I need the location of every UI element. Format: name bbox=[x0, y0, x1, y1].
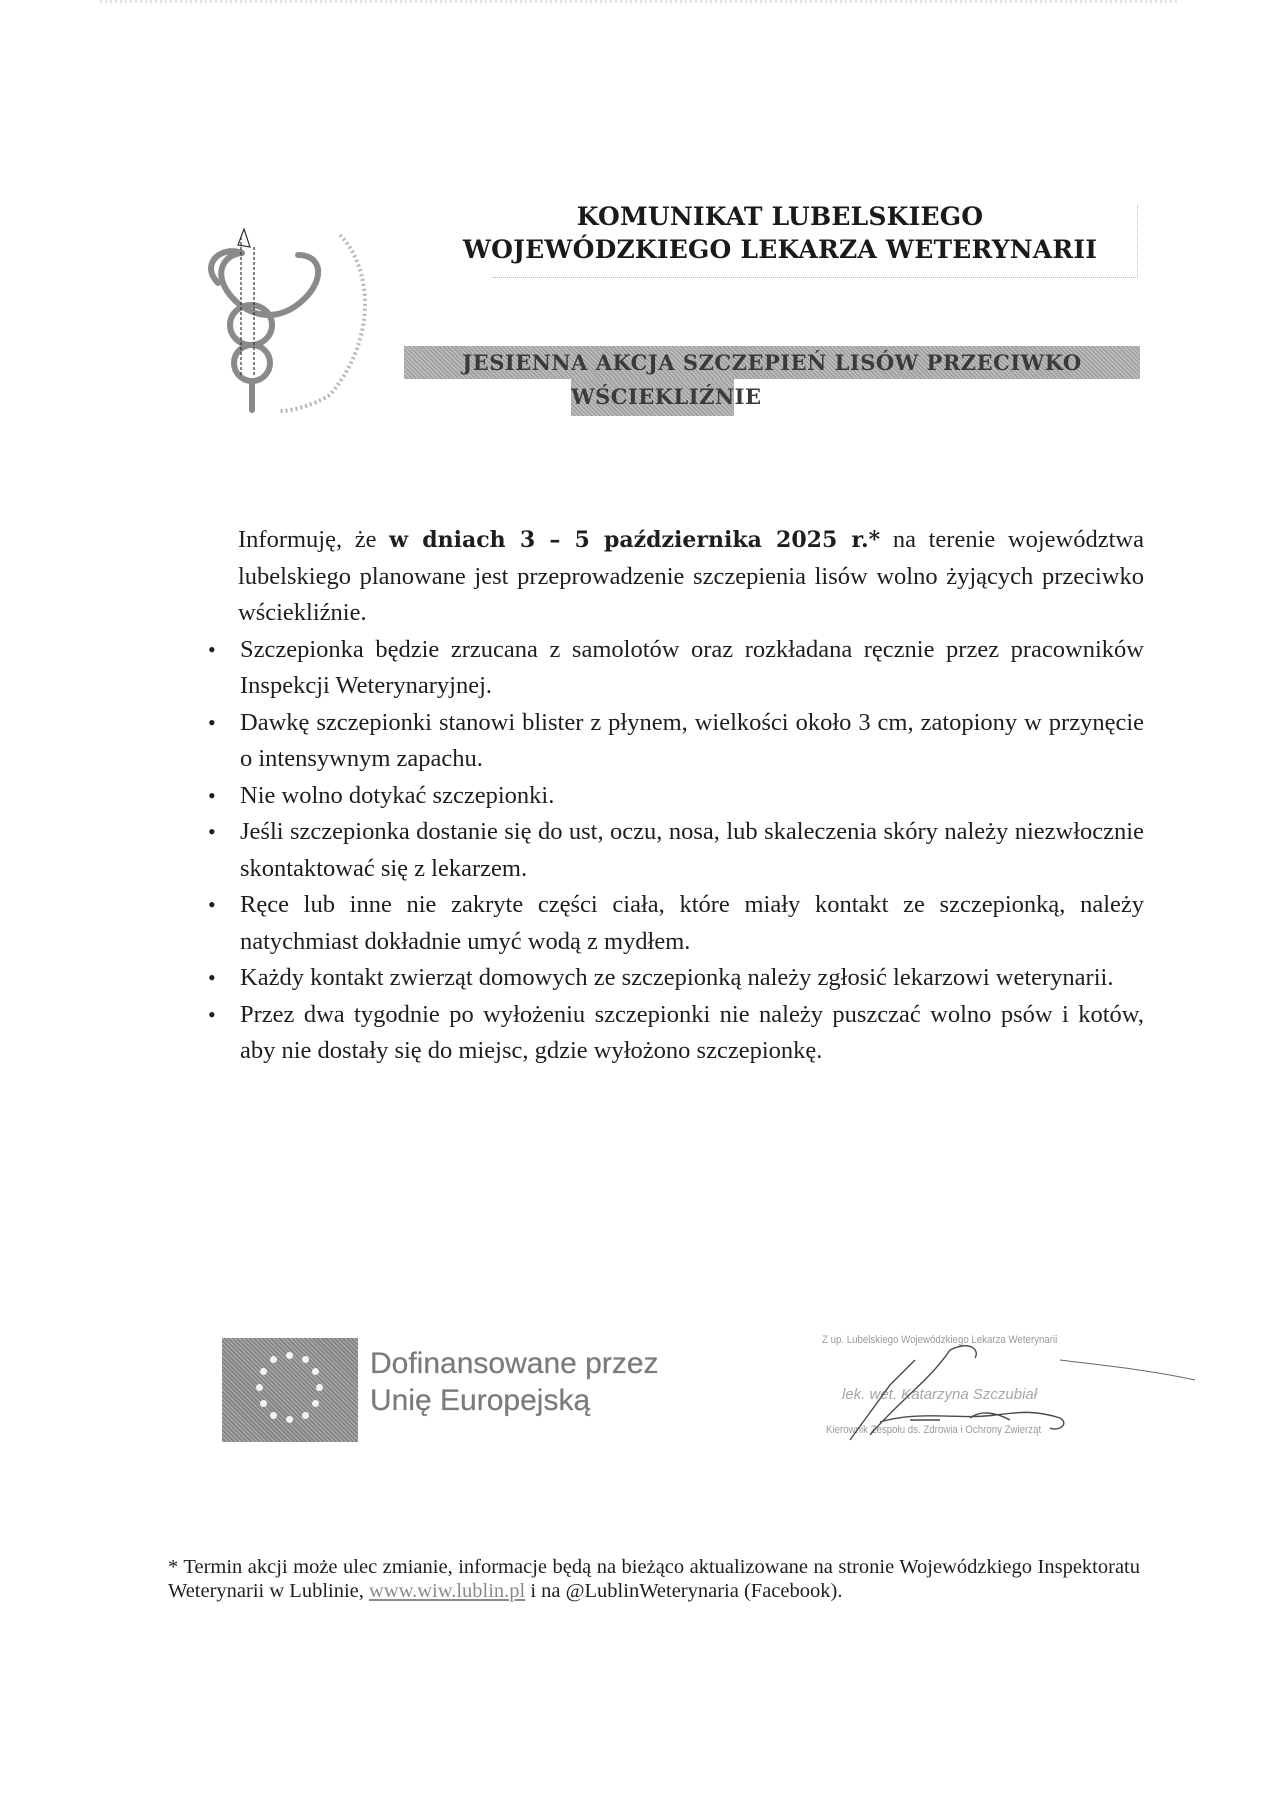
intro-suffix: na terenie województwa lubelskiego planowane jest przeprowadzenie szczepienia lisów wolno żyjących przeciwko wściekliźnie. bbox=[238, 526, 1144, 626]
subtitle-line-2: WŚCIEKLIŹNIE bbox=[571, 379, 734, 416]
list-item: • Szczepionka będzie zrzucana z samolotów oraz rozkładana ręcznie przez pracowników Inspekcji Weterynaryjnej. bbox=[240, 632, 1144, 705]
footnote bbox=[168, 1555, 1140, 1603]
list-item: • Przez dwa tygodnie po wyłożeniu szczepionki nie należy puszczać wolno psów i kotów, aby nie dostały się do miejsc, gdzie wyłożono szczepionkę. bbox=[240, 997, 1144, 1070]
intro-prefix: Informuję, że bbox=[238, 526, 390, 553]
title-line-1: KOMUNIKAT LUBELSKIEGO bbox=[576, 202, 984, 231]
eu-line-2: Unię Europejską bbox=[370, 1384, 591, 1417]
eu-flag-icon bbox=[222, 1338, 358, 1442]
eu-funding-text bbox=[370, 1345, 659, 1419]
list-item: • Ręce lub inne nie zakryte części ciała, które miały kontakt ze szczepionką, należy natychmiast dokładnie umyć wodą z mydłem. bbox=[240, 887, 1144, 960]
footnote-text-end: i na @LublinWeterynaria (Facebook). bbox=[525, 1580, 843, 1602]
list-item: • Każdy kontakt zwierząt domowych ze szczepionką należy zgłosić lekarzowi weterynarii. bbox=[240, 960, 1144, 997]
subtitle-line-1: JESIENNA AKCJA SZCZEPIEŃ LISÓW PRZECIWKO bbox=[404, 346, 1140, 379]
handwritten-signature bbox=[820, 1340, 1200, 1450]
scan-edge-artifact bbox=[100, 0, 1180, 3]
page-title bbox=[400, 200, 1160, 266]
footnote-text: * Termin akcji może ulec zmianie, informacje będą na bieżąco aktualizowane na stronie Wojewódzkiego Inspektoratu Weterynarii w Lublinie, bbox=[168, 1556, 1140, 1602]
caduceus-icon bbox=[180, 225, 390, 415]
stamp-name: lek. wet. Katarzyna Szczubiał bbox=[842, 1386, 1038, 1403]
announcement-body bbox=[240, 522, 1144, 1070]
title-line-2: WOJEWÓDZKIEGO LEKARZA WETERYNARII bbox=[462, 235, 1098, 264]
instructions-list bbox=[240, 632, 1144, 1070]
stamp-authority: Z up. Lubelskiego Wojewódzkiego Lekarza Weterynarii bbox=[822, 1334, 1058, 1346]
intro-dates: w dniach 3 – 5 października 2025 r.* bbox=[389, 527, 881, 553]
intro-paragraph bbox=[238, 522, 1144, 632]
list-item: • Jeśli szczepionka dostanie się do ust, oczu, nosa, lub skaleczenia skóry należy niezwłocznie skontaktować się z lekarzem. bbox=[240, 814, 1144, 887]
list-item: • Dawkę szczepionki stanowi blister z płynem, wielkości około 3 cm, zatopiony w przynęcie o intensywnym zapachu. bbox=[240, 705, 1144, 778]
website-link[interactable]: www.wiw.lublin.pl bbox=[369, 1580, 526, 1602]
list-item: • Nie wolno dotykać szczepionki. bbox=[240, 778, 1144, 815]
stamp-role: Kierownik Zespołu ds. Zdrowia i Ochrony Zwierząt bbox=[826, 1424, 1042, 1436]
eu-line-1: Dofinansowane przez bbox=[370, 1347, 659, 1380]
